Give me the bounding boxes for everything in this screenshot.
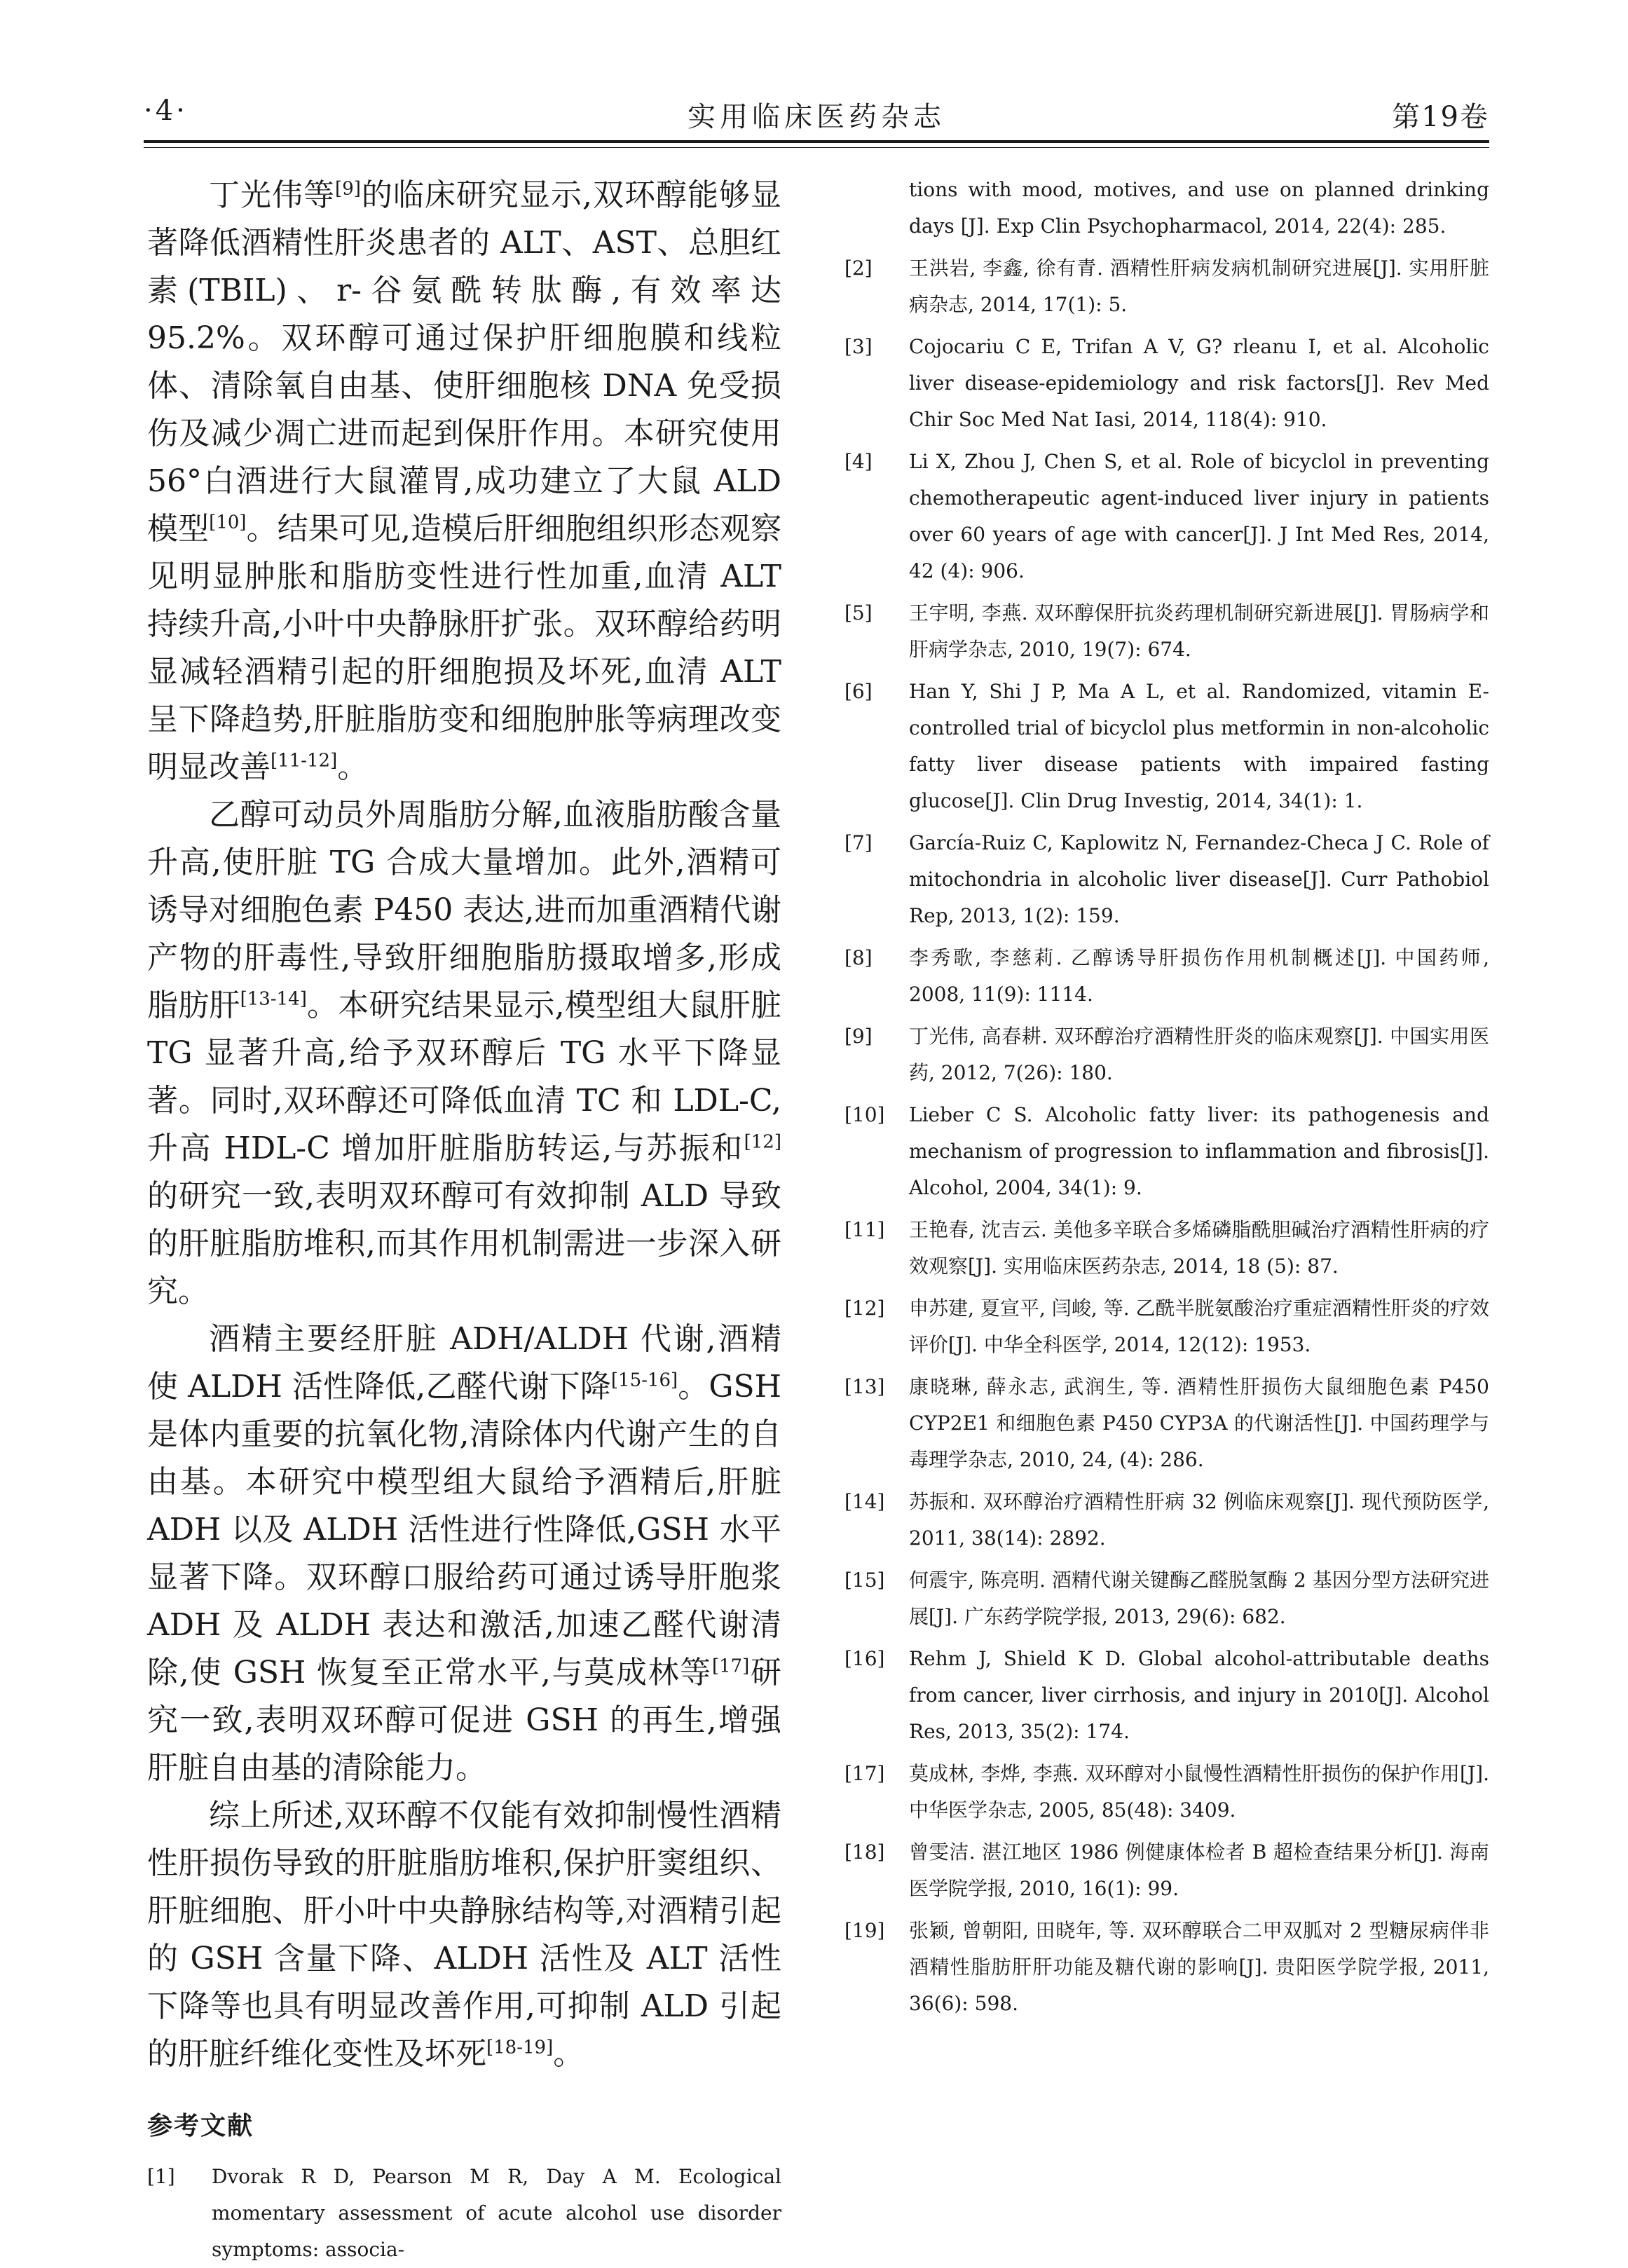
citation[interactable]: [12] [744, 1131, 781, 1153]
reference-number: [11] [844, 1218, 885, 1241]
body-paragraph: 丁光伟等[9]的临床研究显示,双环醇能够显著降低酒精性肝炎患者的 ALT、AST、总胆红素(TBIL)、r-谷氨酰转肽酶,有效率达 95.2%。双环醇可通过保护肝细胞膜和线粒体、清除氧自由基、使肝细胞核 DNA 免受损伤及减少凋亡进而起到保肝作用。本研究使用 56°白酒进行大鼠灌胃,成功建立了大鼠 ALD 模型[10]。结果可见,造模后肝细胞组织形态观察见明显肿胀和脂肪变性进行性加重,血清 ALT 持续升高,小叶中央静脉肝扩张。双环醇给药明显减轻酒精引起的肝细胞损及坏死,血清 ALT 呈下降趋势,肝脏脂肪变和细胞肿胀等病理改变明显改善[11-12]。 [147, 177, 781, 785]
reference-number: [3] [844, 335, 873, 358]
reference-text: 王艳春, 沈吉云. 美他多辛联合多烯磷脂酰胆碱治疗酒精性肝病的疗效观察[J]. 实用临床医药杂志, 2014, 18 (5): 87. [909, 1218, 1489, 1278]
reference-text: Han Y, Shi J P, Ma A L, et al. Randomized, vitamin E-controlled trial of bicyclol plus metformin in non-alcoholic fatty liver disease patients with impaired fasting glucose[J]. Clin Drug Investig, 2014, 34(1): 1. [909, 680, 1489, 812]
reference-item [147, 2159, 781, 2268]
reference-item [844, 674, 1489, 819]
reference-number: [12] [844, 1297, 885, 1320]
reference-text: Lieber C S. Alcoholic fatty liver: its pathogenesis and mechanism of progression to inflammation and fibrosis[J]. Alcohol, 2004, 34(1): 9. [909, 1103, 1489, 1199]
reference-item [844, 595, 1489, 668]
reference-text: Li X, Zhou J, Chen S, et al. Role of bicyclol in preventing chemotherapeutic agent-induced liver injury in patients over 60 years of age with cancer[J]. J Int Med Res, 2014, 42 (4): 906. [909, 450, 1489, 582]
reference-item [844, 1484, 1489, 1557]
reference-number: [8] [844, 946, 873, 969]
references-heading: 参考文献 [147, 2112, 254, 2140]
reference-number: [19] [844, 1919, 885, 1942]
reference-text: 曾雯洁. 湛江地区 1986 例健康体检者 B 超检查结果分析[J]. 海南医学院学报, 2010, 16(1): 99. [909, 1840, 1489, 1900]
reference-item [844, 940, 1489, 1013]
header-rule-thin [144, 147, 1489, 148]
reference-text: García-Ruiz C, Kaplowitz N, Fernandez-Checa J C. Role of mitochondria in alcoholic liver disease[J]. Curr Pathobiol Rep, 2013, 1(2): 159. [909, 831, 1489, 927]
header-rule-thick [144, 140, 1489, 143]
running-header [144, 95, 1489, 138]
reference-text: 莫成林, 李烨, 李燕. 双环醇对小鼠慢性酒精性肝损伤的保护作用[J]. 中华医学杂志, 2005, 85(48): 3409. [909, 1762, 1489, 1822]
reference-number: [17] [844, 1762, 885, 1785]
reference-text: 康晓琳, 薛永志, 武润生, 等. 酒精性肝损伤大鼠细胞色素 P450 CYP2E1 和细胞色素 P450 CYP3A 的代谢活性[J]. 中国药理学与毒理学杂志, 2010, 24, (4): 286. [909, 1375, 1489, 1471]
citation[interactable]: [13-14] [240, 988, 307, 1010]
reference-item [844, 444, 1489, 589]
reference-text: Cojocariu C E, Trifan A V, G? rleanu I, et al. Alcoholic liver disease-epidemiology and risk factors[J]. Rev Med Chir Soc Med Nat Iasi, 2014, 118(4): 910. [909, 335, 1489, 431]
reference-item [844, 250, 1489, 323]
citation[interactable]: [11-12] [271, 750, 338, 772]
reference-text: Rehm J, Shield K D. Global alcohol-attributable deaths from cancer, liver cirrhosis, and injury in 2010[J]. Alcohol Res, 2013, 35(2): 174. [909, 1647, 1489, 1743]
citation[interactable]: [10] [209, 512, 247, 533]
left-column [147, 172, 781, 2268]
reference-item [844, 1097, 1489, 1206]
body-paragraph: 综上所述,双环醇不仅能有效抑制慢性酒精性肝损伤导致的肝脏脂肪堆积,保护肝窦组织、肝脏细胞、肝小叶中央静脉结构等,对酒精引起的 GSH 含量下降、ALDH 活性及 ALT 活性下降等也具有明显改善作用,可抑制 ALD 引起的肝脏纤维化变性及坏死[18-19]。 [147, 1798, 781, 2072]
reference-number: [9] [844, 1025, 873, 1048]
reference-number: [2] [844, 257, 873, 280]
page-number: ·4· [144, 95, 188, 127]
reference-item [844, 1018, 1489, 1091]
reference-number: [10] [844, 1103, 885, 1126]
reference-item [844, 329, 1489, 438]
reference-item [844, 1212, 1489, 1285]
reference-text: 王宇明, 李燕. 双环醇保肝抗炎药理机制研究新进展[J]. 胃肠病学和肝病学杂志, 2010, 19(7): 674. [909, 601, 1489, 661]
reference-item [844, 1834, 1489, 1907]
reference-number: [18] [844, 1840, 885, 1864]
reference-item [844, 1641, 1489, 1750]
reference-item [844, 1369, 1489, 1478]
reference-item [844, 1562, 1489, 1635]
reference-number: [13] [844, 1375, 885, 1398]
reference-number: [14] [844, 1490, 885, 1513]
reference-text: Dvorak R D, Pearson M R, Day A M. Ecological momentary assessment of acute alcohol use disorder symptoms: associa- [212, 2165, 781, 2261]
reference-item [844, 825, 1489, 934]
reference-number: [15] [844, 1569, 885, 1592]
reference-text: 何震宇, 陈亮明. 酒精代谢关键酶乙醛脱氢酶 2 基因分型方法研究进展[J]. 广东药学院学报, 2013, 29(6): 682. [909, 1569, 1489, 1628]
reference-text: 张颖, 曾朝阳, 田晓年, 等. 双环醇联合二甲双胍对 2 型糖尿病伴非酒精性脂肪肝肝功能及糖代谢的影响[J]. 贵阳医学院学报, 2011, 36(6): 598. [909, 1919, 1489, 2015]
reference-text: 李秀歌, 李慈莉. 乙醇诱导肝损伤作用机制概述[J]. 中国药师, 2008, 11(9): 1114. [909, 946, 1489, 1006]
journal-title: 实用临床医药杂志 [688, 101, 945, 133]
reference-number: [6] [844, 680, 873, 703]
body-paragraph: 酒精主要经肝脏 ADH/ALDH 代谢,酒精使 ALDH 活性降低,乙醛代谢下降[15-16]。GSH 是体内重要的抗氧化物,清除体内代谢产生的自由基。本研究中模型组大鼠给予酒精后,肝脏 ADH 以及 ALDH 活性进行性降低,GSH 水平显著下降。双环醇口服给药可通过诱导肝胞浆 ADH 及 ALDH 表达和激活,加速乙醛代谢清除,使 GSH 恢复至正常水平,与莫成林等[17]研究一致,表明双环醇可促进 GSH 的再生,增强肝脏自由基的清除能力。 [147, 1321, 781, 1786]
citation[interactable]: [17] [711, 1655, 750, 1677]
reference-number: [5] [844, 601, 873, 624]
reference-number: [4] [844, 450, 873, 473]
citation[interactable]: [15-16] [610, 1369, 678, 1391]
reference-list [844, 250, 1489, 2022]
right-column [844, 172, 1489, 2028]
reference-text: 苏振和. 双环醇治疗酒精性肝病 32 例临床观察[J]. 现代预防医学, 2011, 38(14): 2892. [909, 1490, 1489, 1550]
reference-item [844, 1756, 1489, 1829]
citation[interactable]: [18-19] [486, 2037, 554, 2058]
reference-continuation: tions with mood, motives, and use on planned drinking days [J]. Exp Clin Psychopharmacol, 2014, 22(4): 285. [909, 178, 1489, 238]
reference-text: 王洪岩, 李鑫, 徐有青. 酒精性肝病发病机制研究进展[J]. 实用肝脏病杂志, 2014, 17(1): 5. [909, 257, 1489, 316]
reference-item [844, 1913, 1489, 2022]
reference-number: [16] [844, 1647, 885, 1670]
citation[interactable]: [9] [335, 178, 361, 200]
reference-number: [7] [844, 831, 873, 854]
volume-label: 第19卷 [1392, 101, 1489, 133]
reference-item [844, 1290, 1489, 1363]
reference-text: 丁光伟, 高春耕. 双环醇治疗酒精性肝炎的临床观察[J]. 中国实用医药, 2012, 7(26): 180. [909, 1025, 1489, 1084]
body-paragraph: 乙醇可动员外周脂肪分解,血液脂肪酸含量升高,使肝脏 TG 合成大量增加。此外,酒精可诱导对细胞色素 P450 表达,进而加重酒精代谢产物的肝毒性,导致肝细胞脂肪摄取增多,形成脂肪肝[13-14]。本研究结果显示,模型组大鼠肝脏 TG 显著升高,给予双环醇后 TG 水平下降显著。同时,双环醇还可降低血清 TC 和 LDL-C,升高 HDL-C 增加肝脏脂肪转运,与苏振和[12]的研究一致,表明双环醇可有效抑制 ALD 导致的肝脏脂肪堆积,而其作用机制需进一步深入研究。 [147, 797, 781, 1309]
reference-number: [1] [147, 2165, 175, 2188]
reference-text: 申苏建, 夏宣平, 闫峻, 等. 乙酰半胱氨酸治疗重症酒精性肝炎的疗效评价[J]. 中华全科医学, 2014, 12(12): 1953. [909, 1297, 1489, 1356]
